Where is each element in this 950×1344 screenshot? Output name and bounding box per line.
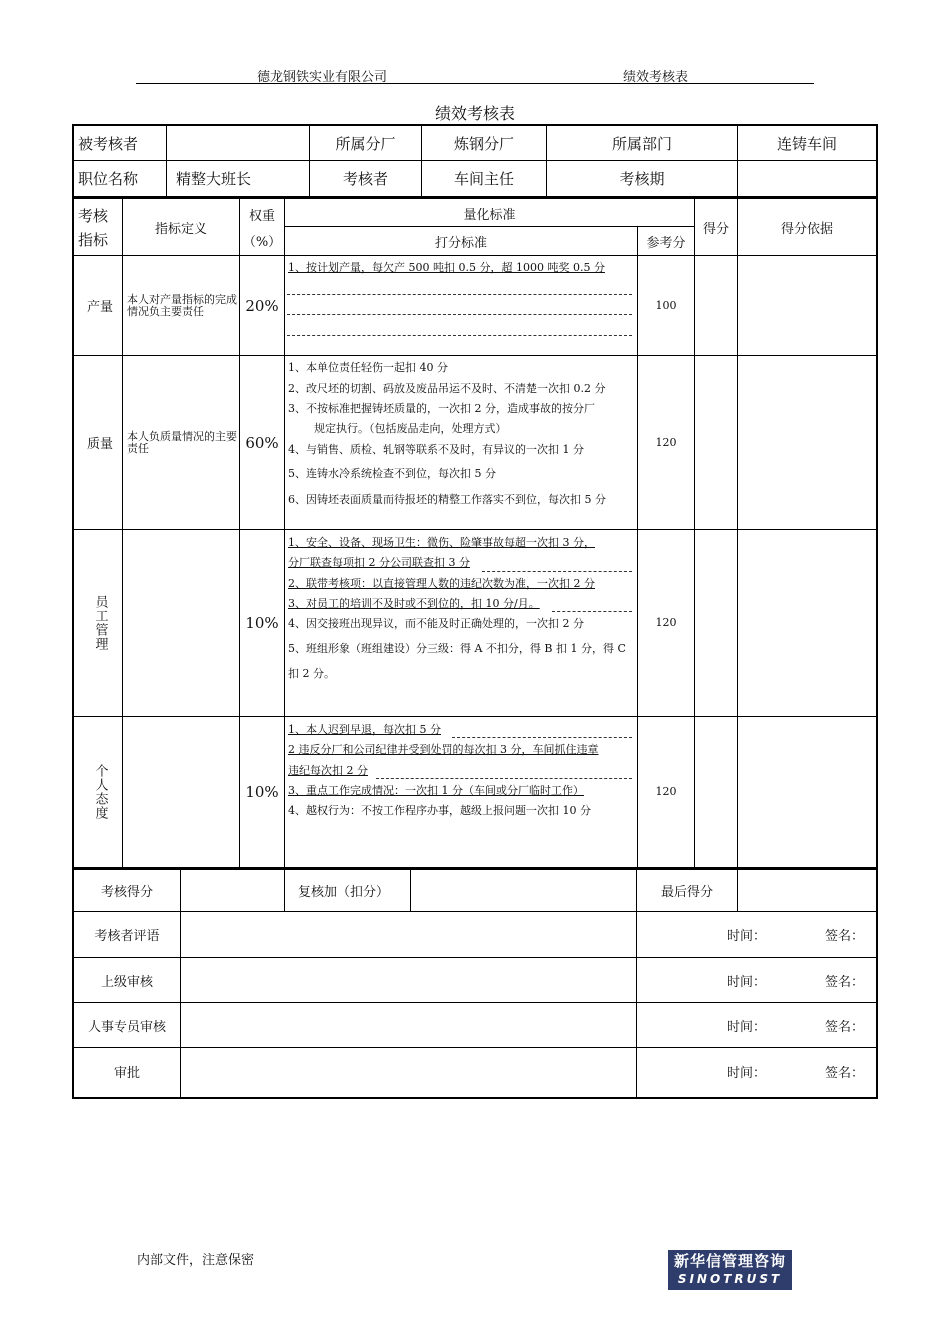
summary-review-field[interactable] — [411, 870, 636, 911]
period-field[interactable] — [738, 161, 876, 196]
row-staff-criterion-7: 扣 2 分。 — [288, 667, 335, 680]
row-staff-weight: 10% — [245, 614, 279, 632]
header-rule — [136, 83, 814, 84]
signoff-approval-field[interactable] — [181, 1048, 636, 1095]
row-staff-ref: 120 — [655, 616, 677, 629]
row-staff-name: 员工管理 — [92, 595, 108, 651]
signoff-approval-time: 时间： — [727, 1066, 767, 1081]
row-staff-criterion-4: 3、对员工的培训不及时或不到位的，扣 10 分/月。 — [288, 597, 540, 610]
row-staff-criterion-6: 5、班组形象（班组建设）分三级：得 A 不扣分，得 B 扣 1 分，得 C — [288, 642, 626, 655]
logo-cn: 新华信管理咨询 — [673, 1252, 786, 1270]
row-quality-name: 质量 — [86, 437, 113, 452]
row-staff-score-field[interactable] — [695, 530, 737, 716]
signoff-hr-field[interactable] — [181, 1003, 636, 1047]
signoff-approval-label: 审批 — [113, 1066, 140, 1081]
dept-label: 所属部门 — [611, 134, 672, 153]
row-quality-basis-field[interactable] — [738, 356, 876, 529]
row-quality-criterion-4: 规定执行。（包括废品走向，处理方式） — [314, 422, 507, 435]
signoff-superior-sign: 签名： — [825, 974, 865, 990]
evaluator-label: 考核者 — [342, 170, 388, 188]
col-weight-1: 权重 — [248, 208, 275, 224]
col-quant: 量化标准 — [463, 207, 516, 223]
branch-label: 所属分厂 — [335, 134, 396, 153]
row-attitude-ref: 120 — [655, 785, 677, 798]
row-output-criterion-1: 1、按计划产量，每欠产 500 吨扣 0.5 分，超 1000 吨奖 0.5 分 — [288, 261, 605, 274]
evaluatee-field[interactable] — [170, 126, 308, 160]
col-indicator: 考核指标 — [78, 206, 109, 249]
branch-field[interactable]: 炼钢分厂 — [453, 134, 514, 153]
row-quality-criterion-7: 6、因铸坯表面质量而待报坯的精整工作落实不到位，每次扣 5 分 — [288, 493, 606, 506]
evaluator-field[interactable]: 车间主任 — [453, 170, 514, 188]
col-definition: 指标定义 — [154, 222, 207, 237]
row-output-definition: 本人对产量指标的完成情况负主要责任 — [127, 292, 237, 318]
row-attitude-criterion-3: 违纪每次扣 2 分 — [288, 764, 368, 777]
row-quality-criterion-2: 2、改尺坯的切割、码放及废品吊运不及时、不清楚一次扣 0.2 分 — [288, 382, 606, 395]
row-staff-basis-field[interactable] — [738, 530, 876, 716]
row-staff-criterion-3: 2、联带考核项：以直接管理人数的违纪次数为准，一次扣 2 分 — [288, 577, 595, 590]
row-quality-criterion-5: 4、与销售、质检、轧钢等联系不及时，有异议的一次扣 1 分 — [288, 443, 584, 456]
col-weight-2: （%） — [242, 234, 282, 250]
col-ref-score: 参考分 — [646, 235, 686, 251]
row-quality-score-field[interactable] — [695, 356, 737, 529]
summary-final-field[interactable] — [738, 870, 876, 911]
summary-review-label: 复核加（扣分） — [298, 885, 390, 900]
summary-final-label: 最后得分 — [660, 885, 713, 900]
signoff-hr-label: 人事专员审核 — [87, 1019, 166, 1035]
logo-en: SINOTRUST — [677, 1272, 783, 1286]
signoff-comment-field[interactable] — [181, 912, 636, 957]
summary-score-field[interactable] — [181, 870, 284, 911]
header-doc-name: 绩效考核表 — [623, 70, 689, 85]
col-score: 得分 — [702, 222, 729, 237]
row-attitude-criterion-1: 1、本人迟到早退，每次扣 5 分 — [288, 723, 441, 736]
row-staff-criterion-2: 分厂联查每项扣 2 分公司联查扣 3 分 — [288, 556, 470, 569]
header-company: 德龙钢铁实业有限公司 — [257, 70, 388, 85]
evaluatee-label: 被考核者 — [78, 134, 139, 153]
period-label: 考核期 — [619, 170, 665, 188]
sinotrust-logo — [668, 1250, 792, 1290]
row-quality-ref: 120 — [655, 435, 677, 449]
signoff-hr-sign: 签名： — [825, 1019, 865, 1035]
position-label: 职位名称 — [78, 170, 139, 188]
row-quality-criterion-6: 5、连铸水冷系统检查不到位，每次扣 5 分 — [288, 467, 496, 480]
signoff-hr-time: 时间： — [727, 1019, 767, 1035]
row-quality-definition: 本人负质量情况的主要责任 — [127, 429, 237, 455]
page-title: 绩效考核表 — [434, 104, 515, 123]
row-staff-criterion-1: 1、安全、设备、现场卫生：微伤、险肇事故每超一次扣 3 分， — [288, 536, 595, 549]
row-attitude-weight: 10% — [245, 783, 279, 801]
row-attitude-basis-field[interactable] — [738, 717, 876, 867]
col-scoring: 打分标准 — [434, 235, 487, 251]
row-output-score-field[interactable] — [695, 256, 737, 355]
row-output-basis-field[interactable] — [738, 256, 876, 355]
row-attitude-criterion-4: 3、重点工作完成情况：一次扣 1 分（车间或分厂临时工作） — [288, 784, 584, 797]
signoff-comment-label: 考核者评语 — [94, 929, 160, 944]
row-output-name: 产量 — [86, 300, 113, 315]
signoff-comment-sign: 签名： — [825, 929, 865, 944]
signoff-superior-label: 上级审核 — [100, 974, 153, 990]
signoff-superior-time: 时间： — [727, 974, 767, 990]
footer-note: 内部文件，注意保密 — [137, 1253, 255, 1268]
summary-score-label: 考核得分 — [100, 885, 153, 900]
position-field[interactable]: 精整大班长 — [176, 170, 252, 188]
row-staff-criterion-5: 4、因交接班出现异议，而不能及时正确处理的，一次扣 2 分 — [288, 617, 584, 630]
row-quality-criterion-1: 1、本单位责任轻伤一起扣 40 分 — [288, 361, 448, 374]
row-attitude-criterion-5: 4、越权行为：不按工作程序办事，越级上报问题一次扣 10 分 — [288, 804, 591, 817]
col-basis: 得分依据 — [780, 222, 833, 237]
row-quality-weight: 60% — [245, 433, 279, 452]
row-quality-criterion-3: 3、不按标准把握铸坯质量的，一次扣 2 分，造成事故的按分厂 — [288, 402, 595, 415]
dept-field[interactable]: 连铸车间 — [776, 134, 837, 153]
signoff-comment-time: 时间： — [727, 929, 767, 944]
row-output-ref: 100 — [655, 298, 677, 312]
row-attitude-criterion-2: 2 违反分厂和公司纪律并受到处罚的每次扣 3 分，车间抓住违章 — [288, 743, 599, 756]
signoff-approval-sign: 签名： — [825, 1066, 865, 1081]
row-output-weight: 20% — [245, 296, 279, 315]
row-attitude-name: 个人态度 — [92, 764, 108, 820]
signoff-superior-field[interactable] — [181, 958, 636, 1002]
row-attitude-score-field[interactable] — [695, 717, 737, 867]
